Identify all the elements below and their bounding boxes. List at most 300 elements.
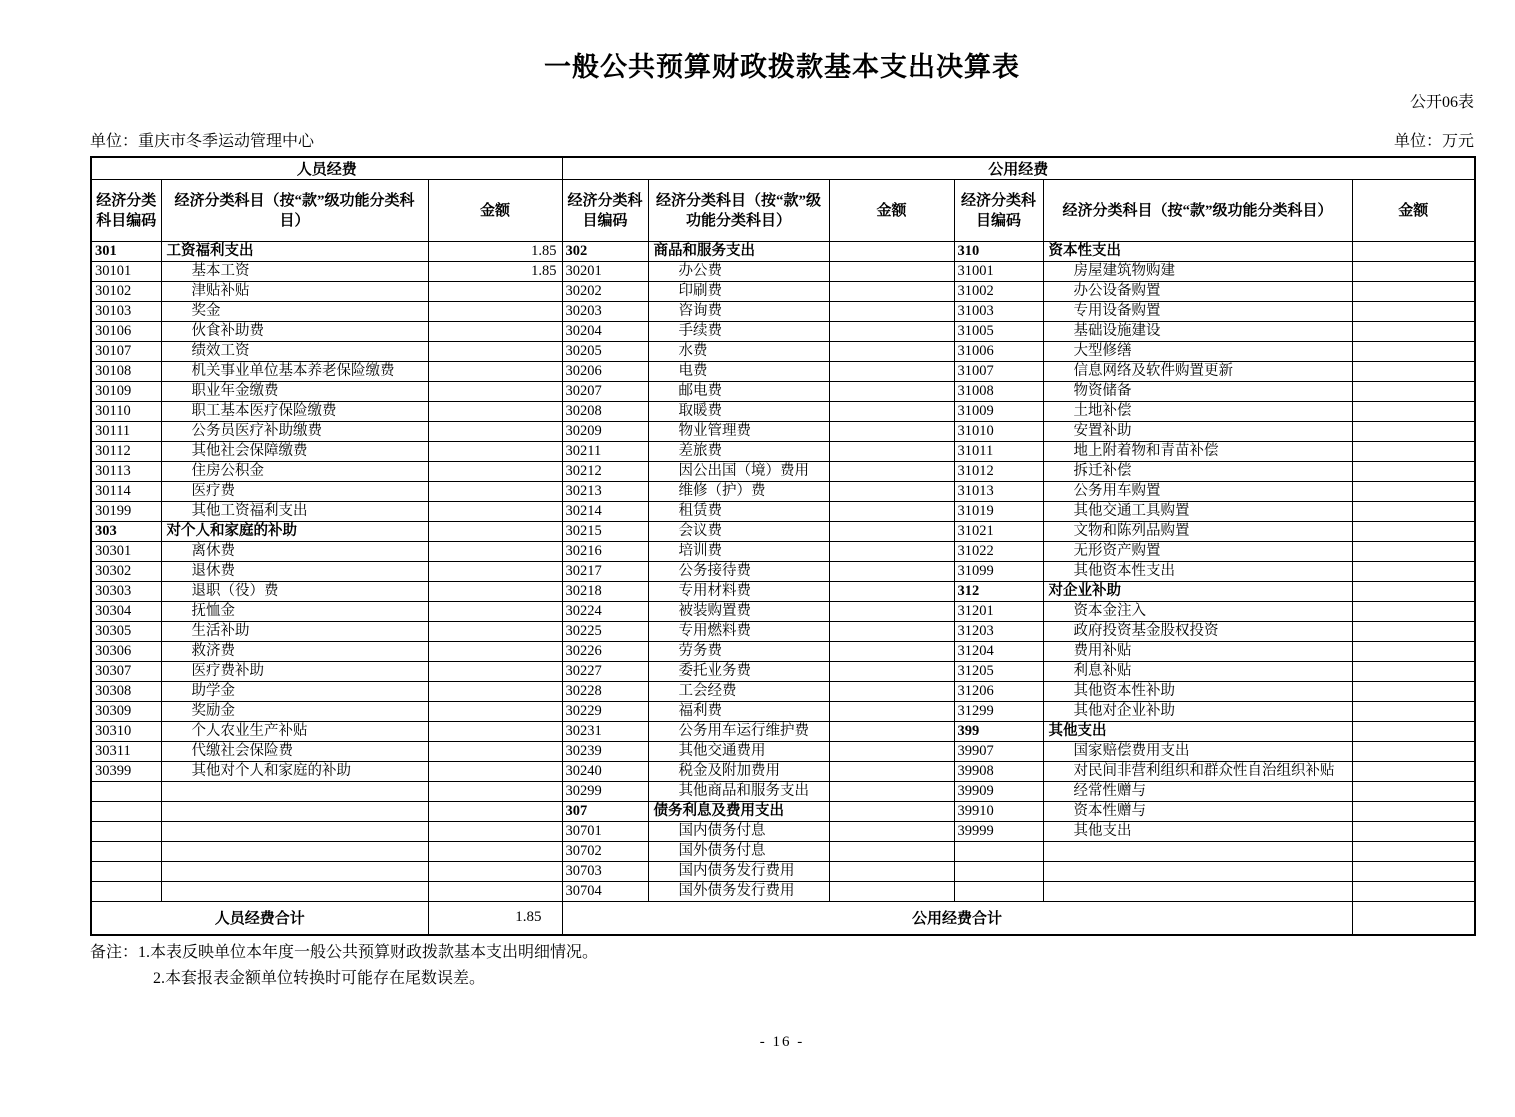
amount-cell — [1352, 522, 1475, 542]
amount-cell — [829, 402, 954, 422]
code-cell: 30113 — [91, 462, 161, 482]
table-row — [91, 702, 1475, 722]
amount-cell — [1352, 662, 1475, 682]
subject-cell: 津贴补贴 — [161, 282, 428, 302]
subject-cell — [161, 782, 428, 802]
code-cell: 30207 — [562, 382, 648, 402]
subject-cell: 助学金 — [161, 682, 428, 702]
code-cell: 31002 — [954, 282, 1043, 302]
amount-cell — [428, 622, 562, 642]
subject-cell: 拆迁补偿 — [1043, 462, 1352, 482]
amount-cell — [1352, 682, 1475, 702]
code-cell: 31204 — [954, 642, 1043, 662]
subject-cell: 物资储备 — [1043, 382, 1352, 402]
subject-cell: 其他对企业补助 — [1043, 702, 1352, 722]
table-row — [91, 822, 1475, 842]
amount-cell — [829, 442, 954, 462]
subject-cell: 职业年金缴费 — [161, 382, 428, 402]
code-cell: 30301 — [91, 542, 161, 562]
amount-cell — [1352, 302, 1475, 322]
document-page — [0, 48, 1515, 1117]
subject-cell: 经常性赠与 — [1043, 782, 1352, 802]
subject-cell: 房屋建筑物购建 — [1043, 262, 1352, 282]
amount-cell — [1352, 722, 1475, 742]
table-row — [91, 282, 1475, 302]
subject-cell: 资本金注入 — [1043, 602, 1352, 622]
subject-cell: 其他交通费用 — [648, 742, 829, 762]
amount-cell — [1352, 342, 1475, 362]
code-cell — [91, 842, 161, 862]
subject-cell: 职工基本医疗保险缴费 — [161, 402, 428, 422]
table-row — [91, 882, 1475, 902]
code-cell: 39907 — [954, 742, 1043, 762]
amount-cell: 1.85 — [428, 242, 562, 262]
code-cell: 31010 — [954, 422, 1043, 442]
subject-cell: 专用燃料费 — [648, 622, 829, 642]
code-cell: 30305 — [91, 622, 161, 642]
amount-cell — [428, 782, 562, 802]
table-row — [91, 322, 1475, 342]
code-cell: 30299 — [562, 782, 648, 802]
subject-cell: 商品和服务支出 — [648, 242, 829, 262]
code-cell: 30306 — [91, 642, 161, 662]
amount-cell — [1352, 262, 1475, 282]
code-cell: 30204 — [562, 322, 648, 342]
subject-cell: 医疗费补助 — [161, 662, 428, 682]
subject-cell: 邮电费 — [648, 382, 829, 402]
group-header-public: 公用经费 — [562, 157, 1475, 180]
amount-cell — [1352, 382, 1475, 402]
code-cell: 31007 — [954, 362, 1043, 382]
amount-cell — [829, 502, 954, 522]
amount-cell — [428, 742, 562, 762]
amount-cell — [829, 782, 954, 802]
code-cell: 30107 — [91, 342, 161, 362]
code-cell: 30311 — [91, 742, 161, 762]
code-cell — [91, 862, 161, 882]
subject-cell: 绩效工资 — [161, 342, 428, 362]
amount-cell — [428, 362, 562, 382]
code-cell: 30240 — [562, 762, 648, 782]
subject-cell: 委托业务费 — [648, 662, 829, 682]
subject-cell: 公务用车购置 — [1043, 482, 1352, 502]
subject-cell: 取暖费 — [648, 402, 829, 422]
amount-cell — [1352, 622, 1475, 642]
amount-cell — [829, 762, 954, 782]
amount-cell — [829, 802, 954, 822]
amount-cell — [829, 642, 954, 662]
subject-cell: 电费 — [648, 362, 829, 382]
amount-cell — [1352, 362, 1475, 382]
table-row — [91, 742, 1475, 762]
table-row — [91, 782, 1475, 802]
code-cell: 310 — [954, 242, 1043, 262]
code-cell: 31206 — [954, 682, 1043, 702]
subject-cell: 基础设施建设 — [1043, 322, 1352, 342]
amount-cell — [428, 722, 562, 742]
table-row — [91, 442, 1475, 462]
subject-cell: 其他支出 — [1043, 722, 1352, 742]
code-cell — [91, 782, 161, 802]
amount-cell — [428, 842, 562, 862]
meta-row — [90, 130, 1474, 154]
subject-cell — [161, 802, 428, 822]
amount-cell — [428, 862, 562, 882]
code-cell: 30218 — [562, 582, 648, 602]
amount-cell — [428, 642, 562, 662]
subject-cell: 国外债务发行费用 — [648, 882, 829, 902]
amount-cell — [829, 702, 954, 722]
subject-cell: 政府投资基金股权投资 — [1043, 622, 1352, 642]
page-title: 一般公共预算财政拨款基本支出决算表 — [544, 52, 1020, 82]
amount-cell — [829, 742, 954, 762]
code-cell: 31005 — [954, 322, 1043, 342]
amount-cell — [1352, 742, 1475, 762]
subject-cell: 公务员医疗补助缴费 — [161, 422, 428, 442]
subject-cell: 国内债务付息 — [648, 822, 829, 842]
code-cell: 302 — [562, 242, 648, 262]
amount-cell — [829, 842, 954, 862]
personnel-total-label: 人员经费合计 — [91, 902, 428, 935]
table-row — [91, 302, 1475, 322]
subject-cell: 办公费 — [648, 262, 829, 282]
code-cell — [954, 882, 1043, 902]
note-prefix: 备注： — [90, 943, 139, 961]
code-cell: 30201 — [562, 262, 648, 282]
note-line: 2.本套报表金额单位转换时可能存在尾数误差。 — [153, 969, 486, 987]
code-cell: 30704 — [562, 882, 648, 902]
amount-cell — [428, 522, 562, 542]
subject-cell: 因公出国（境）费用 — [648, 462, 829, 482]
table-row — [91, 382, 1475, 402]
amount-cell — [829, 682, 954, 702]
subject-cell: 机关事业单位基本养老保险缴费 — [161, 362, 428, 382]
amount-cell — [428, 542, 562, 562]
code-cell: 30111 — [91, 422, 161, 442]
org-label: 单位：重庆市冬季运动管理中心 — [90, 133, 315, 150]
subject-cell — [1043, 862, 1352, 882]
amount-cell — [1352, 442, 1475, 462]
subject-cell: 其他工资福利支出 — [161, 502, 428, 522]
amount-cell — [829, 862, 954, 882]
subject-cell — [161, 862, 428, 882]
amount-cell — [1352, 602, 1475, 622]
code-cell: 31099 — [954, 562, 1043, 582]
subject-cell: 费用补贴 — [1043, 642, 1352, 662]
amount-cell — [1352, 782, 1475, 802]
total-row — [91, 902, 1475, 935]
subject-cell: 其他资本性支出 — [1043, 562, 1352, 582]
subject-cell: 专用材料费 — [648, 582, 829, 602]
amount-cell — [1352, 802, 1475, 822]
amount-cell — [428, 602, 562, 622]
subject-cell: 劳务费 — [648, 642, 829, 662]
amount-cell — [1352, 502, 1475, 522]
amount-cell — [829, 282, 954, 302]
amount-cell — [829, 582, 954, 602]
amount-cell — [829, 722, 954, 742]
amount-cell — [829, 422, 954, 442]
subject-cell: 大型修缮 — [1043, 342, 1352, 362]
table-row — [91, 242, 1475, 262]
code-cell: 30212 — [562, 462, 648, 482]
table-row — [91, 662, 1475, 682]
code-cell: 31012 — [954, 462, 1043, 482]
code-cell: 301 — [91, 242, 161, 262]
code-cell: 31001 — [954, 262, 1043, 282]
subject-cell: 信息网络及软件购置更新 — [1043, 362, 1352, 382]
subject-cell: 水费 — [648, 342, 829, 362]
amount-cell — [829, 342, 954, 362]
subject-cell: 代缴社会保险费 — [161, 742, 428, 762]
code-cell: 30701 — [562, 822, 648, 842]
subject-cell: 地上附着物和青苗补偿 — [1043, 442, 1352, 462]
group-header-personnel: 人员经费 — [91, 157, 562, 180]
code-cell: 30110 — [91, 402, 161, 422]
code-cell: 30214 — [562, 502, 648, 522]
amount-cell — [829, 602, 954, 622]
subject-cell: 会议费 — [648, 522, 829, 542]
col-header-subject: 经济分类科目（按“款”级功能分类科目） — [1043, 180, 1352, 242]
subject-cell: 其他资本性补助 — [1043, 682, 1352, 702]
amount-cell — [428, 342, 562, 362]
amount-cell — [428, 322, 562, 342]
table-row — [91, 562, 1475, 582]
code-cell: 30702 — [562, 842, 648, 862]
col-header-amount: 金额 — [829, 180, 954, 242]
subject-cell: 奖金 — [161, 302, 428, 322]
subject-cell: 对民间非营利组织和群众性自治组织补贴 — [1043, 762, 1352, 782]
code-cell: 30303 — [91, 582, 161, 602]
amount-cell — [1352, 882, 1475, 902]
amount-cell — [1352, 762, 1475, 782]
subject-cell: 维修（护）费 — [648, 482, 829, 502]
subject-cell: 工资福利支出 — [161, 242, 428, 262]
amount-cell — [1352, 842, 1475, 862]
code-cell: 303 — [91, 522, 161, 542]
col-header-subject: 经济分类科目（按“款”级功能分类科目） — [648, 180, 829, 242]
table-row — [91, 402, 1475, 422]
code-cell — [954, 842, 1043, 862]
col-header-code: 经济分类科目编码 — [91, 180, 161, 242]
amount-cell — [428, 282, 562, 302]
code-cell: 30227 — [562, 662, 648, 682]
amount-cell — [1352, 322, 1475, 342]
code-cell: 31299 — [954, 702, 1043, 722]
subject-cell: 培训费 — [648, 542, 829, 562]
subject-cell — [161, 822, 428, 842]
subject-cell: 其他商品和服务支出 — [648, 782, 829, 802]
subject-cell: 其他支出 — [1043, 822, 1352, 842]
code-cell: 307 — [562, 802, 648, 822]
subject-cell: 个人农业生产补贴 — [161, 722, 428, 742]
amount-cell — [829, 662, 954, 682]
subject-cell: 住房公积金 — [161, 462, 428, 482]
code-cell: 31009 — [954, 402, 1043, 422]
code-cell: 39910 — [954, 802, 1043, 822]
code-cell: 30112 — [91, 442, 161, 462]
subject-cell: 其他交通工具购置 — [1043, 502, 1352, 522]
subject-cell: 对个人和家庭的补助 — [161, 522, 428, 542]
note-line — [90, 940, 1474, 966]
col-header-code: 经济分类科目编码 — [954, 180, 1043, 242]
table-row — [91, 542, 1475, 562]
amount-cell — [428, 802, 562, 822]
code-cell: 30302 — [91, 562, 161, 582]
code-cell: 30203 — [562, 302, 648, 322]
personnel-total-amount: 1.85 — [428, 902, 562, 935]
subject-cell: 土地补偿 — [1043, 402, 1352, 422]
subject-cell: 文物和陈列品购置 — [1043, 522, 1352, 542]
code-cell: 399 — [954, 722, 1043, 742]
table-row — [91, 422, 1475, 442]
amount-cell — [829, 882, 954, 902]
table-body — [91, 242, 1475, 902]
table-row — [91, 602, 1475, 622]
amount-cell — [428, 582, 562, 602]
subject-cell: 被装购置费 — [648, 602, 829, 622]
subject-cell: 资本性支出 — [1043, 242, 1352, 262]
currency-unit-label: 单位：万元 — [1393, 133, 1474, 150]
code-cell: 30215 — [562, 522, 648, 542]
amount-cell — [1352, 282, 1475, 302]
table-row — [91, 502, 1475, 522]
subject-cell: 退职（役）费 — [161, 582, 428, 602]
amount-cell — [829, 302, 954, 322]
code-cell: 30225 — [562, 622, 648, 642]
code-cell: 31013 — [954, 482, 1043, 502]
amount-cell — [1352, 822, 1475, 842]
amount-cell — [829, 482, 954, 502]
subject-cell: 印刷费 — [648, 282, 829, 302]
code-cell: 30310 — [91, 722, 161, 742]
code-cell: 30239 — [562, 742, 648, 762]
subject-cell: 伙食补助费 — [161, 322, 428, 342]
code-cell: 30208 — [562, 402, 648, 422]
table-row — [91, 842, 1475, 862]
code-cell: 31008 — [954, 382, 1043, 402]
subject-cell: 奖励金 — [161, 702, 428, 722]
subject-cell: 公务用车运行维护费 — [648, 722, 829, 742]
table-row — [91, 462, 1475, 482]
subject-cell: 退休费 — [161, 562, 428, 582]
code-cell: 30226 — [562, 642, 648, 662]
table-row — [91, 802, 1475, 822]
subject-cell: 办公设备购置 — [1043, 282, 1352, 302]
code-cell: 30209 — [562, 422, 648, 442]
col-header-subject: 经济分类科目（按“款”级功能分类科目） — [161, 180, 428, 242]
code-cell: 30228 — [562, 682, 648, 702]
code-cell: 30703 — [562, 862, 648, 882]
code-cell: 30213 — [562, 482, 648, 502]
code-cell: 30202 — [562, 282, 648, 302]
amount-cell — [1352, 542, 1475, 562]
code-cell: 31019 — [954, 502, 1043, 522]
amount-cell — [829, 242, 954, 262]
amount-cell — [428, 482, 562, 502]
amount-cell — [428, 382, 562, 402]
code-cell: 30304 — [91, 602, 161, 622]
subject-cell: 手续费 — [648, 322, 829, 342]
code-cell: 30103 — [91, 302, 161, 322]
code-cell: 30206 — [562, 362, 648, 382]
code-cell: 30231 — [562, 722, 648, 742]
code-cell: 30106 — [91, 322, 161, 342]
page-number: - 16 - — [759, 1033, 805, 1050]
group-header-row — [91, 157, 1475, 180]
amount-cell — [829, 362, 954, 382]
code-cell: 30308 — [91, 682, 161, 702]
amount-cell — [829, 562, 954, 582]
table-row — [91, 522, 1475, 542]
subject-cell — [1043, 882, 1352, 902]
amount-cell — [829, 542, 954, 562]
amount-cell — [829, 622, 954, 642]
amount-cell — [829, 822, 954, 842]
amount-cell — [428, 762, 562, 782]
code-cell: 30101 — [91, 262, 161, 282]
subject-cell: 专用设备购置 — [1043, 302, 1352, 322]
code-cell: 30399 — [91, 762, 161, 782]
table-row — [91, 622, 1475, 642]
amount-cell — [428, 422, 562, 442]
code-cell: 31203 — [954, 622, 1043, 642]
code-cell — [91, 882, 161, 902]
subject-cell: 抚恤金 — [161, 602, 428, 622]
table-row — [91, 722, 1475, 742]
subject-cell: 生活补助 — [161, 622, 428, 642]
subject-cell: 差旅费 — [648, 442, 829, 462]
amount-cell — [829, 322, 954, 342]
code-cell: 30205 — [562, 342, 648, 362]
table-row — [91, 862, 1475, 882]
subject-cell: 物业管理费 — [648, 422, 829, 442]
public-total-label: 公用经费合计 — [562, 902, 1352, 935]
subject-cell: 对企业补助 — [1043, 582, 1352, 602]
amount-cell — [428, 462, 562, 482]
amount-cell — [1352, 422, 1475, 442]
amount-cell — [1352, 462, 1475, 482]
amount-cell — [1352, 582, 1475, 602]
code-cell: 30114 — [91, 482, 161, 502]
amount-cell — [428, 662, 562, 682]
code-cell: 39908 — [954, 762, 1043, 782]
subject-cell: 咨询费 — [648, 302, 829, 322]
code-cell: 30211 — [562, 442, 648, 462]
code-cell: 30199 — [91, 502, 161, 522]
col-header-amount: 金额 — [428, 180, 562, 242]
amount-cell — [428, 442, 562, 462]
subject-cell: 其他对个人和家庭的补助 — [161, 762, 428, 782]
subject-cell — [161, 882, 428, 902]
amount-cell — [1352, 702, 1475, 722]
amount-cell — [1352, 242, 1475, 262]
code-cell — [954, 862, 1043, 882]
amount-cell — [428, 822, 562, 842]
subject-cell: 国外债务付息 — [648, 842, 829, 862]
subject-cell: 其他社会保障缴费 — [161, 442, 428, 462]
code-cell: 31022 — [954, 542, 1043, 562]
amount-cell — [428, 702, 562, 722]
subject-cell — [1043, 842, 1352, 862]
table-row — [91, 682, 1475, 702]
code-cell: 312 — [954, 582, 1043, 602]
amount-cell — [829, 522, 954, 542]
code-cell: 39999 — [954, 822, 1043, 842]
subject-cell: 救济费 — [161, 642, 428, 662]
subject-cell: 离休费 — [161, 542, 428, 562]
table-row — [91, 582, 1475, 602]
